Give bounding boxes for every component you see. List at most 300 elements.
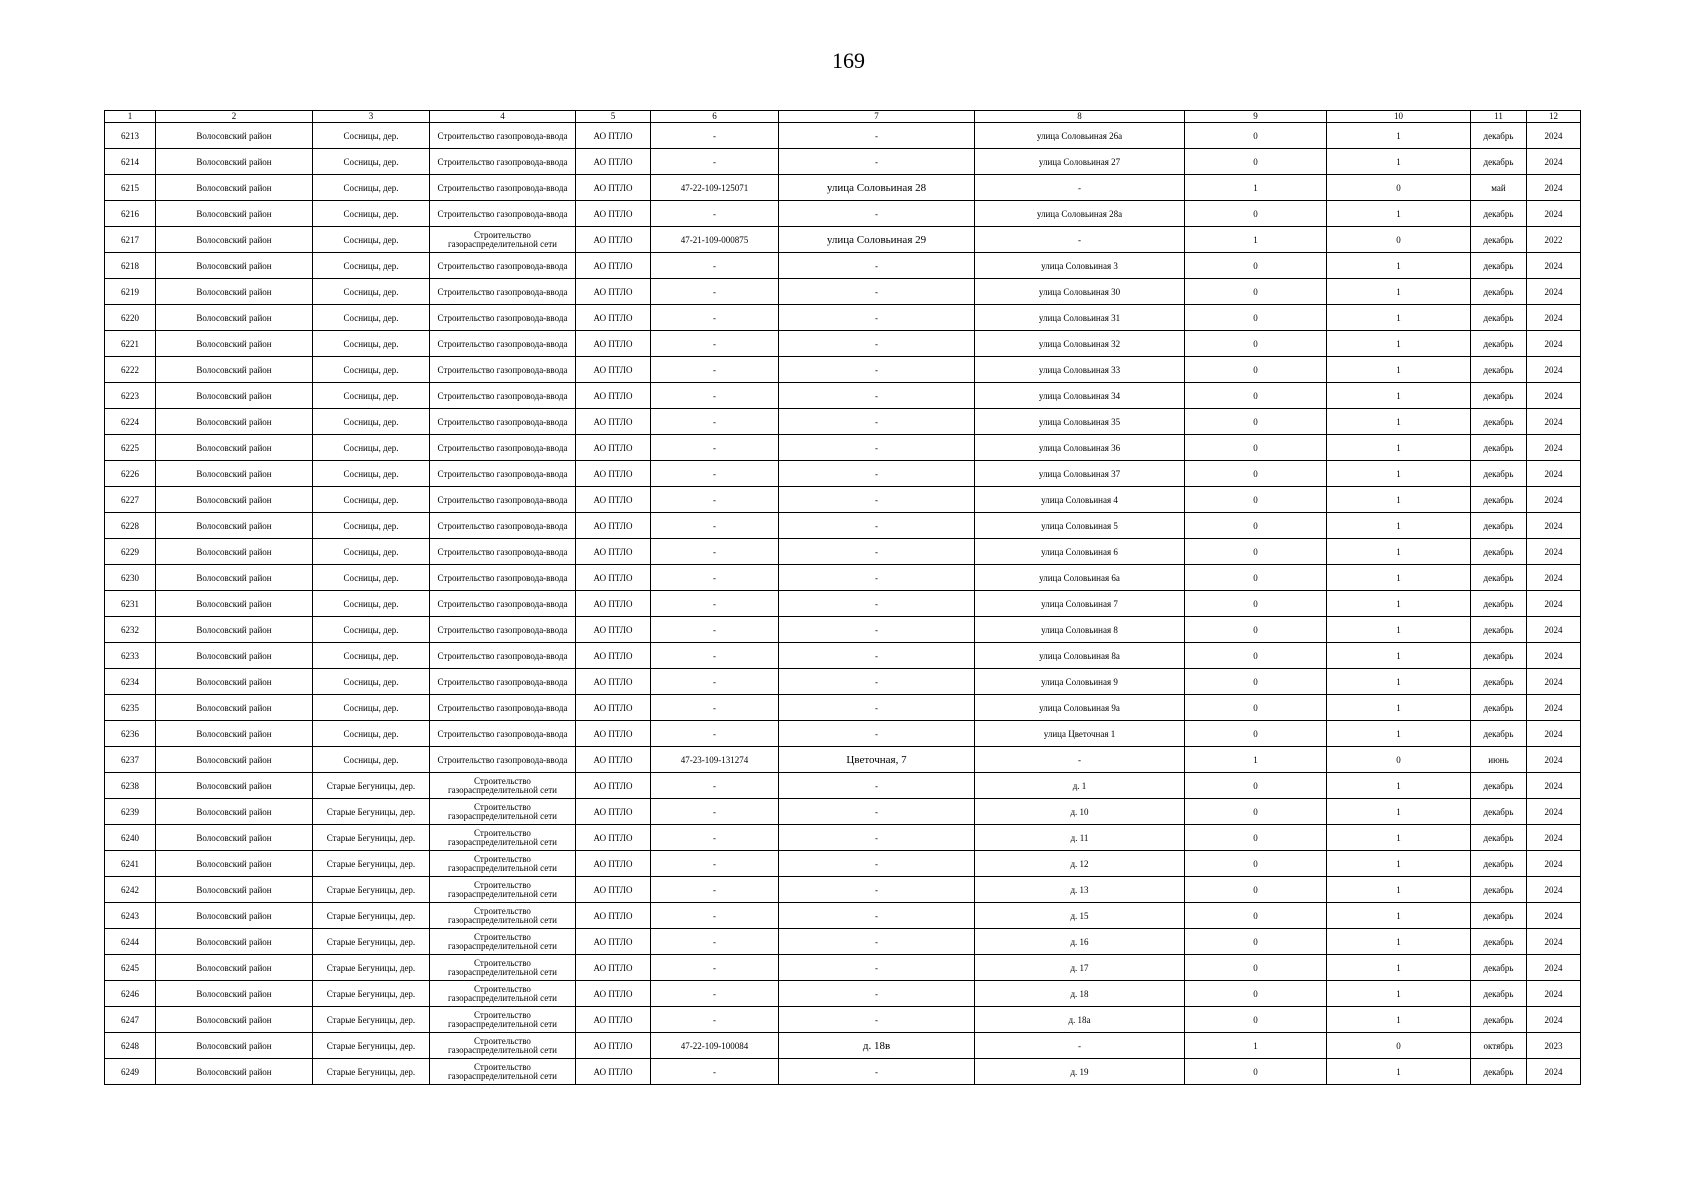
cell-address: улица Цветочная 1 xyxy=(975,721,1185,747)
cell-year: 2024 xyxy=(1527,123,1581,149)
cell-year: 2024 xyxy=(1527,487,1581,513)
cell-settlement: Старые Бегуницы, дер. xyxy=(313,1059,430,1085)
cell-object-address: - xyxy=(779,929,975,955)
cell-work-type: Строительство газопровода-ввода xyxy=(430,695,576,721)
cell-cadastral-number: - xyxy=(651,617,779,643)
cell-month: декабрь xyxy=(1471,929,1527,955)
cell-month: декабрь xyxy=(1471,669,1527,695)
cell-work-type: Строительство газораспределительной сети xyxy=(430,227,576,253)
cell-address: улица Соловьиная 34 xyxy=(975,383,1185,409)
cell-year: 2024 xyxy=(1527,435,1581,461)
cell-year: 2024 xyxy=(1527,929,1581,955)
cell-month: декабрь xyxy=(1471,877,1527,903)
cell-object-address: улица Соловьиная 28 xyxy=(779,175,975,201)
cell-district: Волосовский район xyxy=(156,435,313,461)
column-header-5: 5 xyxy=(576,111,651,123)
cell-organization: АО ПТЛО xyxy=(576,929,651,955)
cell-year: 2024 xyxy=(1527,565,1581,591)
cell-address: улица Соловьиная 3 xyxy=(975,253,1185,279)
cell-organization: АО ПТЛО xyxy=(576,513,651,539)
cell-district: Волосовский район xyxy=(156,175,313,201)
cell-value-9: 1 xyxy=(1185,747,1327,773)
cell-value-10: 1 xyxy=(1327,513,1471,539)
cell-month: декабрь xyxy=(1471,487,1527,513)
cell-work-type: Строительство газопровода-ввода xyxy=(430,487,576,513)
cell-address: - xyxy=(975,175,1185,201)
cell-settlement: Старые Бегуницы, дер. xyxy=(313,981,430,1007)
cell-district: Волосовский район xyxy=(156,591,313,617)
cell-year: 2024 xyxy=(1527,747,1581,773)
cell-cadastral-number: - xyxy=(651,669,779,695)
cell-work-type: Строительство газораспределительной сети xyxy=(430,929,576,955)
cell-work-type: Строительство газопровода-ввода xyxy=(430,513,576,539)
cell-row-number: 6220 xyxy=(105,305,156,331)
cell-value-9: 0 xyxy=(1185,357,1327,383)
cell-district: Волосовский район xyxy=(156,539,313,565)
cell-organization: АО ПТЛО xyxy=(576,201,651,227)
cell-row-number: 6216 xyxy=(105,201,156,227)
cell-object-address: - xyxy=(779,513,975,539)
cell-row-number: 6237 xyxy=(105,747,156,773)
cell-row-number: 6248 xyxy=(105,1033,156,1059)
table-row xyxy=(105,825,1581,851)
cell-value-10: 1 xyxy=(1327,253,1471,279)
table-row xyxy=(105,955,1581,981)
cell-row-number: 6215 xyxy=(105,175,156,201)
cell-settlement: Старые Бегуницы, дер. xyxy=(313,851,430,877)
cell-value-10: 1 xyxy=(1327,123,1471,149)
cell-object-address: - xyxy=(779,123,975,149)
cell-year: 2024 xyxy=(1527,539,1581,565)
cell-organization: АО ПТЛО xyxy=(576,305,651,331)
cell-year: 2024 xyxy=(1527,1007,1581,1033)
cell-organization: АО ПТЛО xyxy=(576,1033,651,1059)
cell-row-number: 6243 xyxy=(105,903,156,929)
cell-settlement: Сосницы, дер. xyxy=(313,201,430,227)
cell-value-10: 1 xyxy=(1327,799,1471,825)
cell-object-address: - xyxy=(779,799,975,825)
cell-object-address: - xyxy=(779,1059,975,1085)
cell-organization: АО ПТЛО xyxy=(576,955,651,981)
cell-settlement: Старые Бегуницы, дер. xyxy=(313,799,430,825)
cell-settlement: Сосницы, дер. xyxy=(313,279,430,305)
cell-cadastral-number: - xyxy=(651,565,779,591)
cell-row-number: 6225 xyxy=(105,435,156,461)
cell-value-10: 1 xyxy=(1327,435,1471,461)
cell-settlement: Сосницы, дер. xyxy=(313,175,430,201)
cell-value-9: 1 xyxy=(1185,1033,1327,1059)
cell-month: декабрь xyxy=(1471,305,1527,331)
cell-row-number: 6217 xyxy=(105,227,156,253)
cell-row-number: 6221 xyxy=(105,331,156,357)
cell-organization: АО ПТЛО xyxy=(576,461,651,487)
cell-year: 2024 xyxy=(1527,253,1581,279)
cell-district: Волосовский район xyxy=(156,903,313,929)
cell-work-type: Строительство газораспределительной сети xyxy=(430,799,576,825)
cell-object-address: - xyxy=(779,461,975,487)
column-header-8: 8 xyxy=(975,111,1185,123)
cell-organization: АО ПТЛО xyxy=(576,383,651,409)
cell-value-9: 0 xyxy=(1185,279,1327,305)
cell-district: Волосовский район xyxy=(156,825,313,851)
cell-value-10: 0 xyxy=(1327,227,1471,253)
cell-work-type: Строительство газопровода-ввода xyxy=(430,279,576,305)
cell-district: Волосовский район xyxy=(156,227,313,253)
cell-value-10: 1 xyxy=(1327,279,1471,305)
cell-value-10: 1 xyxy=(1327,383,1471,409)
cell-value-9: 0 xyxy=(1185,851,1327,877)
cell-address: д. 13 xyxy=(975,877,1185,903)
cell-value-10: 1 xyxy=(1327,1059,1471,1085)
cell-month: декабрь xyxy=(1471,539,1527,565)
cell-organization: АО ПТЛО xyxy=(576,227,651,253)
cell-year: 2024 xyxy=(1527,1059,1581,1085)
cell-cadastral-number: - xyxy=(651,253,779,279)
cell-value-9: 0 xyxy=(1185,643,1327,669)
cell-value-10: 1 xyxy=(1327,591,1471,617)
cell-object-address: - xyxy=(779,383,975,409)
cell-organization: АО ПТЛО xyxy=(576,773,651,799)
cell-settlement: Сосницы, дер. xyxy=(313,149,430,175)
cell-cadastral-number: 47-22-109-100084 xyxy=(651,1033,779,1059)
cell-year: 2024 xyxy=(1527,175,1581,201)
cell-object-address: - xyxy=(779,851,975,877)
cell-value-9: 0 xyxy=(1185,1007,1327,1033)
cell-year: 2024 xyxy=(1527,149,1581,175)
cell-row-number: 6245 xyxy=(105,955,156,981)
column-header-10: 10 xyxy=(1327,111,1471,123)
cell-value-9: 0 xyxy=(1185,721,1327,747)
cell-year: 2024 xyxy=(1527,955,1581,981)
column-header-3: 3 xyxy=(313,111,430,123)
cell-year: 2024 xyxy=(1527,409,1581,435)
cell-organization: АО ПТЛО xyxy=(576,253,651,279)
cell-district: Волосовский район xyxy=(156,617,313,643)
cell-organization: АО ПТЛО xyxy=(576,331,651,357)
cell-organization: АО ПТЛО xyxy=(576,409,651,435)
cell-row-number: 6218 xyxy=(105,253,156,279)
cell-address: улица Соловьиная 37 xyxy=(975,461,1185,487)
cell-settlement: Сосницы, дер. xyxy=(313,487,430,513)
cell-cadastral-number: - xyxy=(651,929,779,955)
cell-settlement: Сосницы, дер. xyxy=(313,591,430,617)
cell-object-address: - xyxy=(779,435,975,461)
cell-organization: АО ПТЛО xyxy=(576,721,651,747)
table-row xyxy=(105,695,1581,721)
cell-cadastral-number: - xyxy=(651,825,779,851)
cell-work-type: Строительство газораспределительной сети xyxy=(430,1007,576,1033)
cell-value-9: 1 xyxy=(1185,227,1327,253)
table-row xyxy=(105,565,1581,591)
cell-district: Волосовский район xyxy=(156,1059,313,1085)
cell-cadastral-number: - xyxy=(651,539,779,565)
cell-settlement: Сосницы, дер. xyxy=(313,565,430,591)
cell-district: Волосовский район xyxy=(156,929,313,955)
cell-settlement: Сосницы, дер. xyxy=(313,669,430,695)
cell-organization: АО ПТЛО xyxy=(576,487,651,513)
table-row xyxy=(105,1059,1581,1085)
cell-year: 2024 xyxy=(1527,617,1581,643)
column-header-1: 1 xyxy=(105,111,156,123)
cell-object-address: - xyxy=(779,1007,975,1033)
cell-district: Волосовский район xyxy=(156,409,313,435)
data-table xyxy=(104,110,1581,1085)
cell-value-10: 1 xyxy=(1327,929,1471,955)
cell-address: д. 18 xyxy=(975,981,1185,1007)
cell-work-type: Строительство газораспределительной сети xyxy=(430,773,576,799)
cell-year: 2024 xyxy=(1527,825,1581,851)
cell-row-number: 6234 xyxy=(105,669,156,695)
cell-value-9: 0 xyxy=(1185,513,1327,539)
table-row xyxy=(105,1033,1581,1059)
column-header-4: 4 xyxy=(430,111,576,123)
cell-settlement: Сосницы, дер. xyxy=(313,409,430,435)
cell-year: 2024 xyxy=(1527,513,1581,539)
page-number: 169 xyxy=(832,48,865,73)
cell-month: декабрь xyxy=(1471,123,1527,149)
cell-work-type: Строительство газопровода-ввода xyxy=(430,461,576,487)
cell-address: улица Соловьиная 4 xyxy=(975,487,1185,513)
cell-address: улица Соловьиная 27 xyxy=(975,149,1185,175)
cell-year: 2024 xyxy=(1527,773,1581,799)
cell-value-10: 1 xyxy=(1327,409,1471,435)
cell-work-type: Строительство газопровода-ввода xyxy=(430,617,576,643)
cell-value-9: 0 xyxy=(1185,903,1327,929)
cell-work-type: Строительство газораспределительной сети xyxy=(430,903,576,929)
cell-district: Волосовский район xyxy=(156,331,313,357)
cell-organization: АО ПТЛО xyxy=(576,981,651,1007)
cell-row-number: 6219 xyxy=(105,279,156,305)
cell-month: декабрь xyxy=(1471,799,1527,825)
cell-settlement: Сосницы, дер. xyxy=(313,331,430,357)
cell-cadastral-number: - xyxy=(651,591,779,617)
cell-settlement: Сосницы, дер. xyxy=(313,643,430,669)
cell-district: Волосовский район xyxy=(156,851,313,877)
cell-address: улица Соловьиная 33 xyxy=(975,357,1185,383)
cell-value-10: 1 xyxy=(1327,539,1471,565)
cell-district: Волосовский район xyxy=(156,955,313,981)
table-row xyxy=(105,175,1581,201)
cell-month: декабрь xyxy=(1471,435,1527,461)
cell-row-number: 6240 xyxy=(105,825,156,851)
cell-value-9: 0 xyxy=(1185,487,1327,513)
cell-organization: АО ПТЛО xyxy=(576,175,651,201)
cell-cadastral-number: - xyxy=(651,331,779,357)
cell-settlement: Сосницы, дер. xyxy=(313,617,430,643)
cell-cadastral-number: - xyxy=(651,1007,779,1033)
cell-object-address: - xyxy=(779,903,975,929)
cell-cadastral-number: - xyxy=(651,435,779,461)
cell-value-9: 0 xyxy=(1185,201,1327,227)
cell-cadastral-number: - xyxy=(651,1059,779,1085)
cell-value-9: 0 xyxy=(1185,773,1327,799)
cell-organization: АО ПТЛО xyxy=(576,435,651,461)
cell-month: декабрь xyxy=(1471,773,1527,799)
table-row xyxy=(105,357,1581,383)
cell-settlement: Сосницы, дер. xyxy=(313,513,430,539)
table-row xyxy=(105,201,1581,227)
cell-organization: АО ПТЛО xyxy=(576,851,651,877)
cell-work-type: Строительство газораспределительной сети xyxy=(430,851,576,877)
cell-month: декабрь xyxy=(1471,851,1527,877)
cell-value-10: 1 xyxy=(1327,149,1471,175)
cell-settlement: Старые Бегуницы, дер. xyxy=(313,1007,430,1033)
cell-organization: АО ПТЛО xyxy=(576,357,651,383)
cell-value-10: 0 xyxy=(1327,1033,1471,1059)
cell-work-type: Строительство газораспределительной сети xyxy=(430,981,576,1007)
cell-work-type: Строительство газораспределительной сети xyxy=(430,1059,576,1085)
cell-cadastral-number: - xyxy=(651,643,779,669)
cell-value-9: 1 xyxy=(1185,175,1327,201)
cell-settlement: Старые Бегуницы, дер. xyxy=(313,825,430,851)
cell-month: декабрь xyxy=(1471,513,1527,539)
cell-organization: АО ПТЛО xyxy=(576,825,651,851)
table-row xyxy=(105,851,1581,877)
table-row xyxy=(105,331,1581,357)
cell-row-number: 6233 xyxy=(105,643,156,669)
cell-row-number: 6236 xyxy=(105,721,156,747)
cell-object-address: - xyxy=(779,955,975,981)
cell-address: д. 19 xyxy=(975,1059,1185,1085)
table-row xyxy=(105,435,1581,461)
cell-work-type: Строительство газопровода-ввода xyxy=(430,435,576,461)
column-header-9: 9 xyxy=(1185,111,1327,123)
cell-object-address: - xyxy=(779,201,975,227)
cell-cadastral-number: - xyxy=(651,721,779,747)
cell-organization: АО ПТЛО xyxy=(576,903,651,929)
cell-row-number: 6214 xyxy=(105,149,156,175)
cell-value-9: 0 xyxy=(1185,565,1327,591)
cell-year: 2024 xyxy=(1527,643,1581,669)
cell-district: Волосовский район xyxy=(156,513,313,539)
cell-settlement: Старые Бегуницы, дер. xyxy=(313,1033,430,1059)
table-row xyxy=(105,409,1581,435)
cell-cadastral-number: - xyxy=(651,903,779,929)
cell-object-address: - xyxy=(779,409,975,435)
table-row xyxy=(105,279,1581,305)
cell-month: декабрь xyxy=(1471,695,1527,721)
cell-year: 2024 xyxy=(1527,981,1581,1007)
cell-row-number: 6222 xyxy=(105,357,156,383)
cell-year: 2024 xyxy=(1527,461,1581,487)
cell-settlement: Сосницы, дер. xyxy=(313,461,430,487)
cell-row-number: 6244 xyxy=(105,929,156,955)
cell-cadastral-number: - xyxy=(651,409,779,435)
table-row xyxy=(105,773,1581,799)
cell-row-number: 6228 xyxy=(105,513,156,539)
cell-month: декабрь xyxy=(1471,279,1527,305)
cell-organization: АО ПТЛО xyxy=(576,149,651,175)
cell-work-type: Строительство газопровода-ввода xyxy=(430,409,576,435)
cell-work-type: Строительство газораспределительной сети xyxy=(430,877,576,903)
column-header-12: 12 xyxy=(1527,111,1581,123)
cell-address: - xyxy=(975,227,1185,253)
cell-month: декабрь xyxy=(1471,903,1527,929)
cell-settlement: Сосницы, дер. xyxy=(313,435,430,461)
cell-value-9: 0 xyxy=(1185,123,1327,149)
cell-object-address: - xyxy=(779,149,975,175)
cell-object-address: - xyxy=(779,617,975,643)
cell-cadastral-number: - xyxy=(651,383,779,409)
cell-work-type: Строительство газораспределительной сети xyxy=(430,1033,576,1059)
cell-organization: АО ПТЛО xyxy=(576,669,651,695)
cell-value-10: 1 xyxy=(1327,851,1471,877)
cell-work-type: Строительство газопровода-ввода xyxy=(430,357,576,383)
cell-value-10: 1 xyxy=(1327,617,1471,643)
cell-row-number: 6239 xyxy=(105,799,156,825)
cell-work-type: Строительство газопровода-ввода xyxy=(430,149,576,175)
cell-row-number: 6230 xyxy=(105,565,156,591)
cell-organization: АО ПТЛО xyxy=(576,565,651,591)
cell-value-10: 1 xyxy=(1327,331,1471,357)
cell-cadastral-number: 47-23-109-131274 xyxy=(651,747,779,773)
cell-address: улица Соловьиная 36 xyxy=(975,435,1185,461)
cell-value-9: 0 xyxy=(1185,331,1327,357)
cell-month: декабрь xyxy=(1471,201,1527,227)
table-row xyxy=(105,929,1581,955)
cell-address: улица Соловьиная 31 xyxy=(975,305,1185,331)
cell-month: декабрь xyxy=(1471,1059,1527,1085)
cell-settlement: Сосницы, дер. xyxy=(313,539,430,565)
cell-district: Волосовский район xyxy=(156,279,313,305)
cell-object-address: - xyxy=(779,981,975,1007)
cell-object-address: - xyxy=(779,539,975,565)
header-row xyxy=(105,111,1581,123)
cell-value-9: 0 xyxy=(1185,149,1327,175)
cell-address: улица Соловьиная 8 xyxy=(975,617,1185,643)
cell-address: д. 16 xyxy=(975,929,1185,955)
cell-district: Волосовский район xyxy=(156,721,313,747)
cell-value-10: 1 xyxy=(1327,773,1471,799)
cell-cadastral-number: - xyxy=(651,201,779,227)
column-header-6: 6 xyxy=(651,111,779,123)
cell-object-address: - xyxy=(779,487,975,513)
cell-month: декабрь xyxy=(1471,409,1527,435)
table-row xyxy=(105,903,1581,929)
cell-month: декабрь xyxy=(1471,955,1527,981)
cell-settlement: Сосницы, дер. xyxy=(313,357,430,383)
table-row xyxy=(105,461,1581,487)
cell-address: улица Соловьиная 28а xyxy=(975,201,1185,227)
cell-organization: АО ПТЛО xyxy=(576,747,651,773)
cell-work-type: Строительство газопровода-ввода xyxy=(430,721,576,747)
cell-value-10: 0 xyxy=(1327,747,1471,773)
cell-settlement: Старые Бегуницы, дер. xyxy=(313,955,430,981)
cell-value-10: 1 xyxy=(1327,955,1471,981)
cell-month: декабрь xyxy=(1471,253,1527,279)
cell-row-number: 6223 xyxy=(105,383,156,409)
column-header-7: 7 xyxy=(779,111,975,123)
cell-district: Волосовский район xyxy=(156,305,313,331)
cell-object-address: - xyxy=(779,253,975,279)
cell-row-number: 6249 xyxy=(105,1059,156,1085)
cell-address: улица Соловьиная 6а xyxy=(975,565,1185,591)
cell-district: Волосовский район xyxy=(156,981,313,1007)
cell-district: Волосовский район xyxy=(156,695,313,721)
cell-value-9: 0 xyxy=(1185,409,1327,435)
cell-object-address: - xyxy=(779,695,975,721)
cell-address: д. 1 xyxy=(975,773,1185,799)
cell-object-address: - xyxy=(779,825,975,851)
cell-organization: АО ПТЛО xyxy=(576,695,651,721)
cell-cadastral-number: - xyxy=(651,123,779,149)
cell-value-9: 0 xyxy=(1185,695,1327,721)
cell-cadastral-number: - xyxy=(651,877,779,903)
cell-year: 2024 xyxy=(1527,201,1581,227)
cell-cadastral-number: - xyxy=(651,461,779,487)
cell-object-address: - xyxy=(779,565,975,591)
cell-value-10: 1 xyxy=(1327,357,1471,383)
